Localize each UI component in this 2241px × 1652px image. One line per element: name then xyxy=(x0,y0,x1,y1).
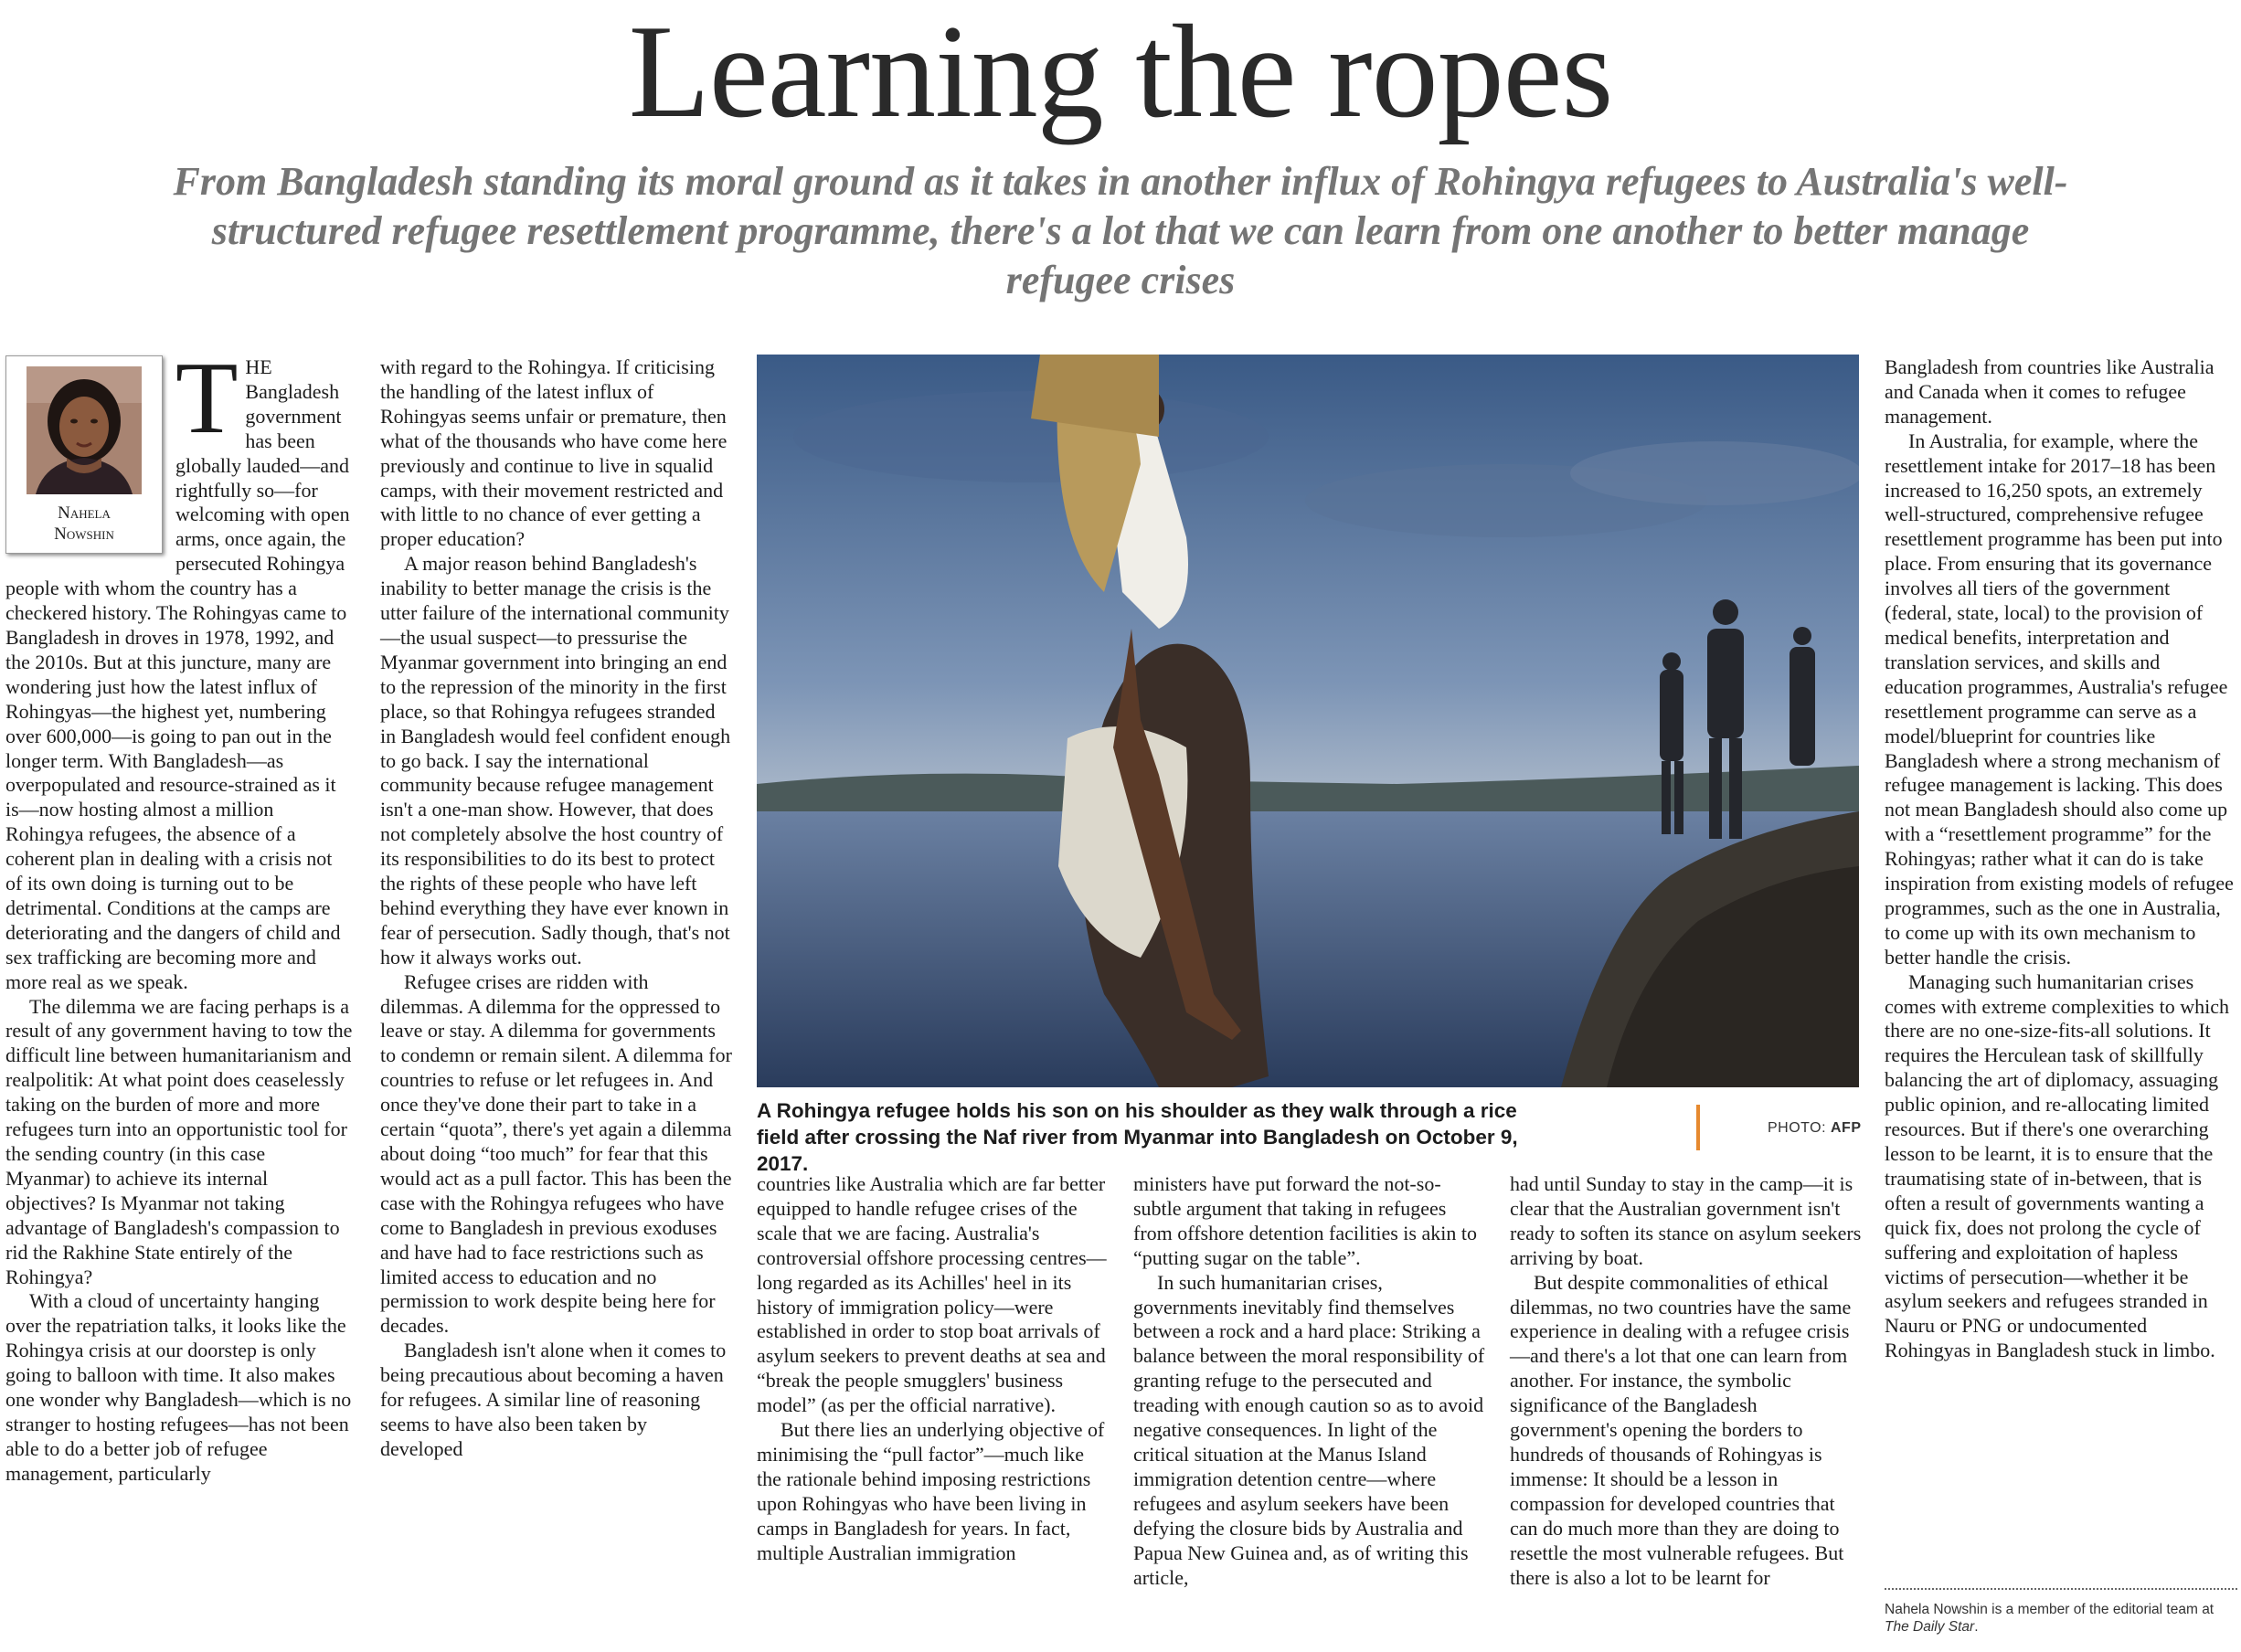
author-name-line1: Nahela xyxy=(58,503,111,523)
col1-paragraph: The dilemma we are facing perhaps is a result of any government having to tow the difficult line between humanitarianism and realpolitik: At what point does ceaselessly taking on the burden of more and more refugees turn into an opportunistic tool for the sending country (in this case Myanmar) to achieve its internal objectives? Is Myanmar not taking advantage of Bangladesh's compassion to rid the Rakhine State entirely of the Rohingya? xyxy=(5,994,353,1288)
bio-text: Nahela Nowshin is a member of the editorial team at xyxy=(1885,1602,2214,1617)
bio-divider xyxy=(1885,1588,2237,1590)
headline: Learning the ropes xyxy=(628,0,1613,145)
column-4 xyxy=(1133,1172,1486,1590)
photo-credit-source: AFP xyxy=(1831,1120,1862,1136)
column-1 xyxy=(5,342,353,1487)
col6-paragraph: Bangladesh from countries like Australia and Canada when it comes to refugee management. xyxy=(1885,355,2214,428)
col6-paragraph: Managing such humanitarian crises comes with extreme complexities to which there are no one-size-fits-all solutions. It requires the Herculean task of skillfully balancing the art of diplomacy, assuaging public opinion, and re-allocating limited resources. But if there's one overarching lesson to be learnt, it is to ensure that the traumatising state of in-between, that is often a result of governments wanting a quick fix, does not prolong the cycle of suffering and exploitation of hapless victims of persecution—whether it be asylum seekers and refugees stranded in Nauru or PNG or undocumented Rohingyas in Bangladesh stuck in limbo. xyxy=(1885,969,2229,1362)
author-name-line2: Nowshin xyxy=(54,524,114,544)
col1-paragraph: With a cloud of uncertainty hanging over the repatriation talks, it looks like the Rohingya crisis at our doorstep is only going to balloon with time. It also makes one wonder why Bangladesh—which is no stranger to hosting refugees—has not been able to do a better job of refugee management, particularly xyxy=(5,1289,352,1485)
col2-paragraph: Refugee crises are ridden with dilemmas. A dilemma for the oppressed to leave or stay. A dilemma for governments to condemn or remain silent. A dilemma for countries to refuse or let refugees in. And once they've done their part to take in a certain “quota”, there's yet again a dilemma about doing “too much” for fear that this would act as a pull factor. This has been the case with the Rohingya refugees who have come to Bangladesh in previous exoduses and have had to face restrictions such as limited access to education and no permission to work despite being here for decades. xyxy=(380,969,732,1338)
news-photo xyxy=(757,355,1859,1087)
col3-paragraph: countries like Australia which are far better equipped to handle refugee crises of the scale that we are facing. Australia's controversial offshore processing centres—long regarded as its Achilles' heel in its history of immigration policy—were established in order to stop boat arrivals of asylum seekers to prevent deaths at sea and “break the people smugglers' business model” (as per the official narrative). xyxy=(757,1172,1107,1417)
caption-accent-bar xyxy=(1696,1105,1700,1150)
photo-caption: A Rohingya refugee holds his son on his shoulder as they walk through a rice field after crossing the Naf river from Myanmar into Bangladesh on October 9, 2017. xyxy=(757,1099,1518,1175)
photo-credit xyxy=(1768,1120,1862,1137)
bio-end: . xyxy=(1974,1619,1979,1635)
col5-paragraph: But despite commonalities of ethical dilemmas, no two countries have the same experience in dealing with a refugee crisis—and there's a lot that one can learn from another. For instance, the symbolic significance of the Bangladesh government's opening the borders to hundreds of thousands of Rohingyas is immense: It should be a lesson in compassion for developed countries that can do much more than they are doing to resettle the most vulnerable refugees. But there is also a lot to be learnt for xyxy=(1510,1270,1852,1589)
photo-credit-label: PHOTO: xyxy=(1768,1120,1827,1136)
col5-paragraph: had until Sunday to stay in the camp—it is clear that the Australian government isn't ready to soften its stance on asylum seekers arriving by boat. xyxy=(1510,1172,1862,1269)
column-2 xyxy=(380,355,733,1462)
col4-paragraph: ministers have put forward the not-so-subtle argument that taking in refugees from offshore detention facilities is akin to “putting sugar on the table”. xyxy=(1133,1172,1477,1269)
col2-paragraph: Bangladesh isn't alone when it comes to being precautious about becoming a haven for refugees. A similar line of reasoning seems to have also been taken by developed xyxy=(380,1339,727,1460)
col4-paragraph: In such humanitarian crises, governments inevitably find themselves between a rock and a hard place: Striking a balance between the moral responsibility of granting refuge to the persecuted and treading with enough caution so as to avoid negative consequences. In light of the critical situation at the Manus Island immigration detention centre—where refugees and asylum seekers have been defying the closure bids by Australia and Papua New Guinea and, as of writing this article, xyxy=(1133,1270,1485,1589)
bio-publication: The Daily Star xyxy=(1885,1619,1975,1635)
col2-paragraph: with regard to the Rohingya. If criticising the handling of the latest influx of Rohingyas seems unfair or premature, then what of the thousands who have come here previously and continue to live in squalid camps, with their movement restricted and with little to no chance of ever getting a proper education? xyxy=(380,355,728,551)
col6-paragraph: In Australia, for example, where the resettlement intake for 2017–18 has been increased to 16,250 spots, an extremely well-structured, comprehensive refugee resettlement programme has been put into place. From ensuring that its governance involves all tiers of the government (federal, state, local) to the provision of medical benefits, interpretation and translation services, and skills and education programmes, Australia's refugee resettlement programme can serve as a model/blueprint for countries like Bangladesh where a strong mechanism of refugee management is lacking. This does not mean Bangladesh should also come up with a “resettlement programme” for the Rohingyas; rather what it can do is take inspiration from existing models of refugee programmes, such as the one in Australia, to come up with its own mechanism to better handle the crisis. xyxy=(1885,429,2234,969)
dropcap: T xyxy=(175,342,239,455)
col3-paragraph: But there lies an underlying objective of minimising the “pull factor”—much like the rationale behind imposing restrictions upon Rohingyas who have been living in camps in Bangladesh for years. In fact, multiple Australian immigration xyxy=(757,1418,1105,1564)
deck-subtitle: From Bangladesh standing its moral ground as it takes in another influx of Rohingya refugees to Australia's well-structured refugee resettlement programme, there's a lot that we can learn from one another to better manage refugee crises xyxy=(173,159,2068,302)
author-float-spacer xyxy=(5,355,175,571)
column-6 xyxy=(1885,355,2237,1363)
col2-paragraph: A major reason behind Bangladesh's inability to better manage the crisis is the utter failure of the international community—the usual suspect—to pressurise the Myanmar government into bringing an end to the repression of the minority in the first place, so that Rohingya refugees stranded in Bangladesh would feel confident enough to go back. I say the international community because refugee management isn't a one-man show. However, that does not completely absolve the host country of its responsibilities to do its best to protect the rights of these people who have left behind everything they have ever known in fear of persecution. Sadly though, that's not how it always works out. xyxy=(380,552,731,969)
col1-lead-paragraph: HE Bangladesh government has been globally lauded—and rightfully so—for welcoming with open arms, once again, the persecuted Rohingya people with whom the country has a checkered history. The Rohingyas came to Bangladesh in droves in 1978, 1992, and the 2010s. But at this juncture, many are wondering just how the latest influx of Rohingyas—the highest yet, numbering over 600,000—is going to pan out in the longer term. With Bangladesh—as overpopulated and resource-strained as it is—now hosting almost a million Rohingya refugees, the absence of a coherent plan in dealing with a crisis not of its own doing is turning out to be detrimental. Conditions at the camps are deteriorating and the dangers of child and sex trafficking are becoming more and more real as we speak. xyxy=(5,355,350,993)
author-bio xyxy=(1885,1601,2241,1636)
column-3 xyxy=(757,1172,1110,1566)
column-5 xyxy=(1510,1172,1863,1590)
